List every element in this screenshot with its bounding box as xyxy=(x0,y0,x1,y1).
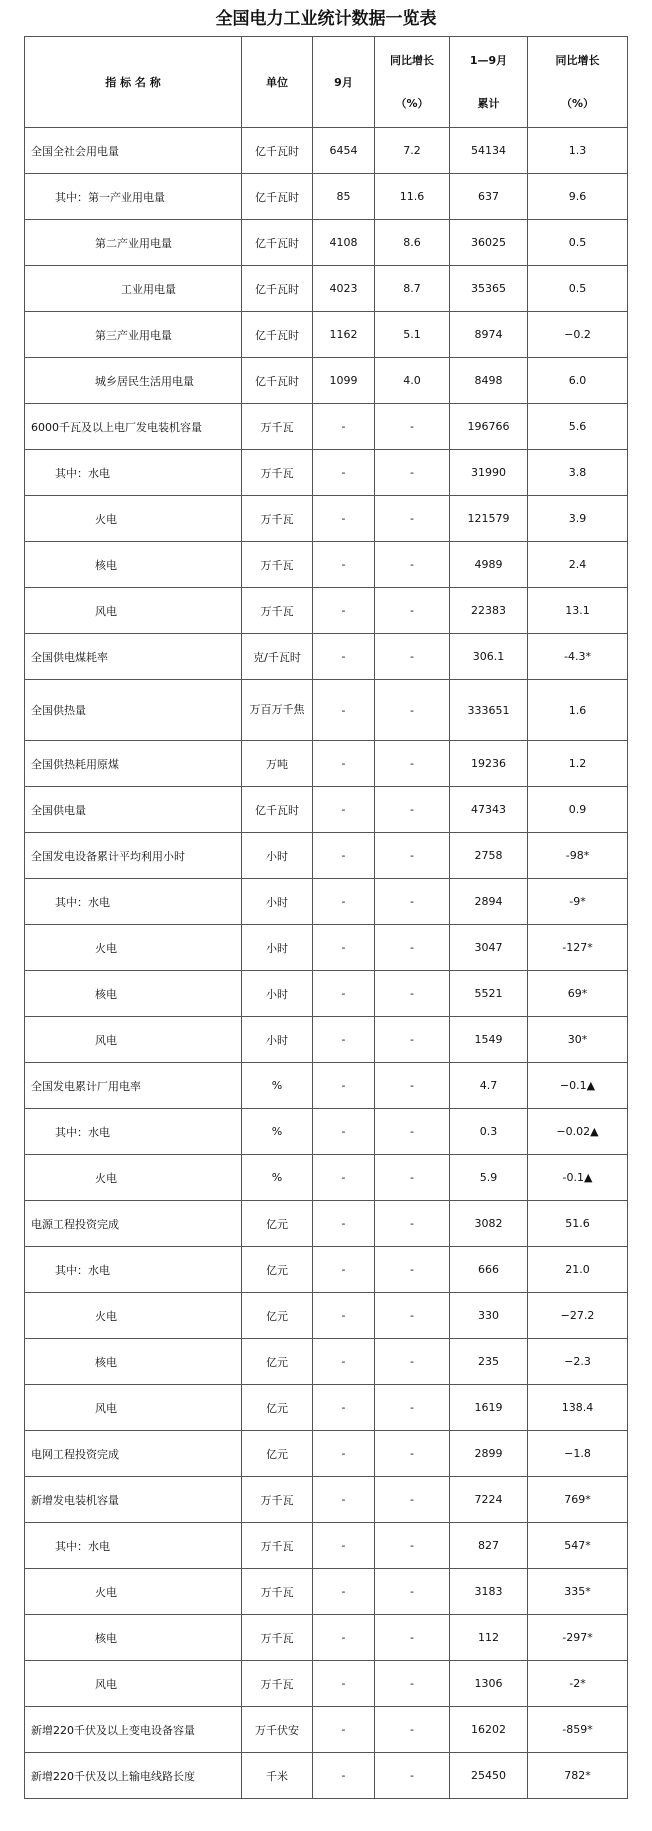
table-row xyxy=(25,1707,628,1753)
cell-month-value: - xyxy=(313,1615,375,1661)
table-row xyxy=(25,588,628,634)
header-unit: 单位 xyxy=(242,37,313,128)
cell-unit: 亿元 xyxy=(242,1431,313,1477)
cell-unit: 亿千瓦时 xyxy=(242,358,313,404)
cell-month-value: - xyxy=(313,879,375,925)
cell-month-value: - xyxy=(313,925,375,971)
cell-cumulative-yoy: -127* xyxy=(528,925,628,971)
table-row xyxy=(25,266,628,312)
cell-month-yoy: - xyxy=(375,1431,450,1477)
cell-month-value: - xyxy=(313,971,375,1017)
cell-indicator-name: 其中：水电 xyxy=(25,1247,242,1293)
cell-month-yoy: - xyxy=(375,787,450,833)
cell-month-yoy: - xyxy=(375,1753,450,1799)
cell-month-value: - xyxy=(313,1477,375,1523)
cell-unit: 小时 xyxy=(242,971,313,1017)
cell-month-yoy: - xyxy=(375,1017,450,1063)
cell-unit: 亿元 xyxy=(242,1385,313,1431)
cell-indicator-name: 火电 xyxy=(25,496,242,542)
cell-indicator-name: 全国发电设备累计平均利用小时 xyxy=(25,833,242,879)
cell-indicator-name: 火电 xyxy=(25,925,242,971)
cell-cumulative-yoy: -2* xyxy=(528,1661,628,1707)
cell-unit: 万千瓦 xyxy=(242,1569,313,1615)
cell-cumulative-value: 3082 xyxy=(450,1201,528,1247)
cell-cumulative-value: 0.3 xyxy=(450,1109,528,1155)
cell-indicator-name: 风电 xyxy=(25,588,242,634)
cell-indicator-name: 核电 xyxy=(25,1615,242,1661)
cell-unit: 万千瓦 xyxy=(242,450,313,496)
cell-cumulative-yoy: -9* xyxy=(528,879,628,925)
cell-indicator-name: 全国发电累计厂用电率 xyxy=(25,1063,242,1109)
cell-unit: 万千瓦 xyxy=(242,1477,313,1523)
table-header-row xyxy=(25,37,628,128)
cell-cumulative-value: 8974 xyxy=(450,312,528,358)
header-yoy-cumulative-line2: （%） xyxy=(560,97,595,110)
cell-cumulative-yoy: 5.6 xyxy=(528,404,628,450)
cell-month-yoy: - xyxy=(375,1477,450,1523)
cell-month-value: 85 xyxy=(313,174,375,220)
cell-cumulative-yoy: 2.4 xyxy=(528,542,628,588)
cell-month-value: - xyxy=(313,1431,375,1477)
cell-month-yoy: - xyxy=(375,971,450,1017)
cell-month-yoy: 5.1 xyxy=(375,312,450,358)
cell-unit: 亿千瓦时 xyxy=(242,128,313,174)
cell-indicator-name: 第三产业用电量 xyxy=(25,312,242,358)
table-row xyxy=(25,220,628,266)
cell-cumulative-value: 2758 xyxy=(450,833,528,879)
cell-month-yoy: - xyxy=(375,542,450,588)
cell-month-value: - xyxy=(313,833,375,879)
statistics-table xyxy=(24,36,628,1799)
cell-cumulative-value: 112 xyxy=(450,1615,528,1661)
cell-unit: 小时 xyxy=(242,925,313,971)
cell-indicator-name: 第二产业用电量 xyxy=(25,220,242,266)
cell-indicator-name: 火电 xyxy=(25,1569,242,1615)
cell-month-value: - xyxy=(313,1155,375,1201)
cell-cumulative-value: 333651 xyxy=(450,680,528,741)
cell-cumulative-value: 3047 xyxy=(450,925,528,971)
cell-cumulative-yoy: −2.3 xyxy=(528,1339,628,1385)
table-row xyxy=(25,1247,628,1293)
cell-month-value: 4023 xyxy=(313,266,375,312)
cell-month-yoy: - xyxy=(375,1109,450,1155)
cell-cumulative-yoy: −1.8 xyxy=(528,1431,628,1477)
cell-month-value: - xyxy=(313,1201,375,1247)
cell-indicator-name: 风电 xyxy=(25,1661,242,1707)
cell-unit: 万吨 xyxy=(242,741,313,787)
cell-unit: % xyxy=(242,1109,313,1155)
cell-unit: 亿元 xyxy=(242,1339,313,1385)
cell-cumulative-yoy: 9.6 xyxy=(528,174,628,220)
cell-unit: 万千瓦 xyxy=(242,1661,313,1707)
cell-month-value: - xyxy=(313,588,375,634)
cell-month-yoy: - xyxy=(375,680,450,741)
cell-month-value: 1099 xyxy=(313,358,375,404)
cell-month-yoy: - xyxy=(375,1385,450,1431)
cell-cumulative-value: 827 xyxy=(450,1523,528,1569)
cell-month-value: - xyxy=(313,634,375,680)
cell-cumulative-yoy: 138.4 xyxy=(528,1385,628,1431)
cell-indicator-name: 其中：第一产业用电量 xyxy=(25,174,242,220)
table-row xyxy=(25,1661,628,1707)
table-row xyxy=(25,1615,628,1661)
cell-indicator-name: 核电 xyxy=(25,1339,242,1385)
cell-cumulative-value: 637 xyxy=(450,174,528,220)
table-row xyxy=(25,358,628,404)
cell-indicator-name: 全国全社会用电量 xyxy=(25,128,242,174)
cell-month-yoy: - xyxy=(375,741,450,787)
cell-month-yoy: - xyxy=(375,588,450,634)
cell-unit: 小时 xyxy=(242,879,313,925)
table-row xyxy=(25,1431,628,1477)
table-row xyxy=(25,1155,628,1201)
table-row xyxy=(25,496,628,542)
cell-cumulative-value: 1549 xyxy=(450,1017,528,1063)
cell-cumulative-yoy: −0.2 xyxy=(528,312,628,358)
cell-indicator-name: 新增220千伏及以上变电设备容量 xyxy=(25,1707,242,1753)
cell-unit: 亿千瓦时 xyxy=(242,266,313,312)
table-row xyxy=(25,680,628,741)
header-month: 9月 xyxy=(313,37,375,128)
cell-indicator-name: 电源工程投资完成 xyxy=(25,1201,242,1247)
cell-cumulative-value: 3183 xyxy=(450,1569,528,1615)
cell-indicator-name: 全国供热耗用原煤 xyxy=(25,741,242,787)
header-yoy-cumulative-line1: 同比增长 xyxy=(555,54,600,67)
table-row xyxy=(25,450,628,496)
cell-unit: 小时 xyxy=(242,833,313,879)
cell-indicator-name: 其中：水电 xyxy=(25,879,242,925)
cell-cumulative-value: 666 xyxy=(450,1247,528,1293)
table-row xyxy=(25,1109,628,1155)
header-cumulative-line2: 累计 xyxy=(477,97,500,110)
cell-unit: 万千瓦 xyxy=(242,1615,313,1661)
cell-indicator-name: 新增220千伏及以上输电线路长度 xyxy=(25,1753,242,1799)
cell-cumulative-value: 5.9 xyxy=(450,1155,528,1201)
cell-indicator-name: 火电 xyxy=(25,1155,242,1201)
cell-month-yoy: 11.6 xyxy=(375,174,450,220)
cell-month-value: - xyxy=(313,450,375,496)
cell-month-yoy: - xyxy=(375,1661,450,1707)
cell-cumulative-value: 47343 xyxy=(450,787,528,833)
cell-cumulative-yoy: 13.1 xyxy=(528,588,628,634)
cell-month-yoy: - xyxy=(375,1201,450,1247)
cell-indicator-name: 火电 xyxy=(25,1293,242,1339)
cell-cumulative-value: 8498 xyxy=(450,358,528,404)
cell-unit: 克/千瓦时 xyxy=(242,634,313,680)
cell-month-value: 1162 xyxy=(313,312,375,358)
cell-cumulative-value: 35365 xyxy=(450,266,528,312)
cell-unit: 万千瓦 xyxy=(242,404,313,450)
cell-month-value: - xyxy=(313,1293,375,1339)
cell-month-yoy: - xyxy=(375,1707,450,1753)
table-row xyxy=(25,128,628,174)
table-row xyxy=(25,1569,628,1615)
cell-cumulative-yoy: 335* xyxy=(528,1569,628,1615)
cell-cumulative-yoy: 21.0 xyxy=(528,1247,628,1293)
cell-indicator-name: 其中：水电 xyxy=(25,1109,242,1155)
cell-month-value: - xyxy=(313,1247,375,1293)
cell-unit: 万千瓦 xyxy=(242,496,313,542)
cell-month-yoy: - xyxy=(375,1293,450,1339)
table-row xyxy=(25,1477,628,1523)
cell-month-value: - xyxy=(313,1385,375,1431)
cell-month-yoy: - xyxy=(375,879,450,925)
header-cumulative-line1: 1—9月 xyxy=(469,54,508,67)
cell-unit: 万千瓦 xyxy=(242,588,313,634)
cell-cumulative-yoy: 1.3 xyxy=(528,128,628,174)
cell-month-value: - xyxy=(313,1017,375,1063)
cell-month-yoy: 4.0 xyxy=(375,358,450,404)
cell-cumulative-value: 4989 xyxy=(450,542,528,588)
cell-cumulative-yoy: −27.2 xyxy=(528,1293,628,1339)
cell-cumulative-yoy: 69* xyxy=(528,971,628,1017)
cell-cumulative-value: 121579 xyxy=(450,496,528,542)
cell-month-value: - xyxy=(313,1523,375,1569)
cell-indicator-name: 全国供电煤耗率 xyxy=(25,634,242,680)
cell-indicator-name: 全国供热量 xyxy=(25,680,242,741)
cell-unit: 万百万千焦 xyxy=(242,680,313,741)
cell-cumulative-yoy: 30* xyxy=(528,1017,628,1063)
cell-month-yoy: - xyxy=(375,634,450,680)
cell-unit: % xyxy=(242,1063,313,1109)
table-row xyxy=(25,1339,628,1385)
cell-cumulative-yoy: -859* xyxy=(528,1707,628,1753)
cell-cumulative-value: 1619 xyxy=(450,1385,528,1431)
cell-month-value: - xyxy=(313,787,375,833)
cell-cumulative-value: 2894 xyxy=(450,879,528,925)
table-row xyxy=(25,312,628,358)
header-yoy-cumulative xyxy=(528,37,628,128)
cell-month-value: - xyxy=(313,1063,375,1109)
cell-month-yoy: - xyxy=(375,1339,450,1385)
header-name: 指 标 名 称 xyxy=(25,37,242,128)
table-row xyxy=(25,1385,628,1431)
cell-cumulative-value: 196766 xyxy=(450,404,528,450)
table-row xyxy=(25,542,628,588)
cell-unit: 亿千瓦时 xyxy=(242,174,313,220)
cell-unit: 亿元 xyxy=(242,1247,313,1293)
cell-unit: 亿元 xyxy=(242,1293,313,1339)
cell-indicator-name: 核电 xyxy=(25,542,242,588)
table-row xyxy=(25,741,628,787)
cell-indicator-name: 核电 xyxy=(25,971,242,1017)
cell-indicator-name: 全国供电量 xyxy=(25,787,242,833)
cell-cumulative-value: 5521 xyxy=(450,971,528,1017)
cell-cumulative-yoy: -0.1▲ xyxy=(528,1155,628,1201)
cell-month-value: - xyxy=(313,680,375,741)
table-row xyxy=(25,1523,628,1569)
table-row xyxy=(25,879,628,925)
table-row xyxy=(25,1017,628,1063)
cell-month-yoy: 8.6 xyxy=(375,220,450,266)
table-row xyxy=(25,404,628,450)
cell-cumulative-yoy: −0.1▲ xyxy=(528,1063,628,1109)
cell-cumulative-yoy: -297* xyxy=(528,1615,628,1661)
cell-cumulative-yoy: 0.5 xyxy=(528,266,628,312)
cell-cumulative-value: 330 xyxy=(450,1293,528,1339)
cell-cumulative-yoy: -98* xyxy=(528,833,628,879)
cell-cumulative-yoy: 0.9 xyxy=(528,787,628,833)
cell-cumulative-value: 2899 xyxy=(450,1431,528,1477)
page-title: 全国电力工业统计数据一览表 xyxy=(215,9,437,29)
cell-unit: 亿元 xyxy=(242,1201,313,1247)
table-row xyxy=(25,1753,628,1799)
cell-cumulative-value: 25450 xyxy=(450,1753,528,1799)
cell-cumulative-yoy: 547* xyxy=(528,1523,628,1569)
cell-cumulative-value: 4.7 xyxy=(450,1063,528,1109)
cell-month-value: - xyxy=(313,542,375,588)
cell-unit: 亿千瓦时 xyxy=(242,220,313,266)
cell-unit: 万千瓦 xyxy=(242,1523,313,1569)
cell-cumulative-yoy: 769* xyxy=(528,1477,628,1523)
cell-month-value: 4108 xyxy=(313,220,375,266)
table-row xyxy=(25,634,628,680)
cell-cumulative-value: 19236 xyxy=(450,741,528,787)
cell-month-yoy: - xyxy=(375,925,450,971)
cell-cumulative-yoy: 782* xyxy=(528,1753,628,1799)
cell-month-yoy: - xyxy=(375,1615,450,1661)
table-row xyxy=(25,1201,628,1247)
table-row xyxy=(25,925,628,971)
cell-month-yoy: - xyxy=(375,1155,450,1201)
cell-month-value: - xyxy=(313,1339,375,1385)
header-yoy-month-line2: （%） xyxy=(395,97,429,110)
cell-month-yoy: - xyxy=(375,404,450,450)
cell-month-yoy: - xyxy=(375,1247,450,1293)
cell-month-yoy: - xyxy=(375,1569,450,1615)
cell-cumulative-yoy: 0.5 xyxy=(528,220,628,266)
cell-cumulative-yoy: 6.0 xyxy=(528,358,628,404)
cell-cumulative-value: 235 xyxy=(450,1339,528,1385)
header-cumulative xyxy=(450,37,528,128)
cell-cumulative-value: 31990 xyxy=(450,450,528,496)
header-yoy-month-line1: 同比增长 xyxy=(390,54,434,67)
cell-month-yoy: - xyxy=(375,833,450,879)
table-row xyxy=(25,787,628,833)
table-row xyxy=(25,1293,628,1339)
cell-cumulative-yoy: -4.3* xyxy=(528,634,628,680)
cell-cumulative-yoy: 51.6 xyxy=(528,1201,628,1247)
cell-month-value: - xyxy=(313,404,375,450)
cell-cumulative-value: 7224 xyxy=(450,1477,528,1523)
cell-month-yoy: - xyxy=(375,1063,450,1109)
cell-month-value: - xyxy=(313,1707,375,1753)
cell-month-value: - xyxy=(313,1753,375,1799)
cell-indicator-name: 工业用电量 xyxy=(25,266,242,312)
cell-cumulative-value: 16202 xyxy=(450,1707,528,1753)
table-row xyxy=(25,833,628,879)
cell-unit: 千米 xyxy=(242,1753,313,1799)
cell-month-value: 6454 xyxy=(313,128,375,174)
cell-cumulative-yoy: −0.02▲ xyxy=(528,1109,628,1155)
cell-cumulative-yoy: 3.9 xyxy=(528,496,628,542)
header-yoy-month xyxy=(375,37,450,128)
cell-cumulative-yoy: 3.8 xyxy=(528,450,628,496)
cell-indicator-name: 其中：水电 xyxy=(25,450,242,496)
table-row xyxy=(25,971,628,1017)
cell-indicator-name: 电网工程投资完成 xyxy=(25,1431,242,1477)
cell-cumulative-yoy: 1.2 xyxy=(528,741,628,787)
cell-unit: 亿千瓦时 xyxy=(242,787,313,833)
cell-month-value: - xyxy=(313,741,375,787)
cell-cumulative-value: 306.1 xyxy=(450,634,528,680)
cell-indicator-name: 新增发电装机容量 xyxy=(25,1477,242,1523)
cell-indicator-name: 其中：水电 xyxy=(25,1523,242,1569)
cell-unit: 万千伏安 xyxy=(242,1707,313,1753)
cell-indicator-name: 城乡居民生活用电量 xyxy=(25,358,242,404)
cell-month-yoy: 7.2 xyxy=(375,128,450,174)
cell-month-value: - xyxy=(313,1569,375,1615)
cell-month-value: - xyxy=(313,1109,375,1155)
cell-month-yoy: - xyxy=(375,1523,450,1569)
cell-indicator-name: 风电 xyxy=(25,1385,242,1431)
cell-cumulative-yoy: 1.6 xyxy=(528,680,628,741)
cell-unit: 万千瓦 xyxy=(242,542,313,588)
cell-month-value: - xyxy=(313,496,375,542)
table-row xyxy=(25,1063,628,1109)
cell-indicator-name: 6000千瓦及以上电厂发电装机容量 xyxy=(25,404,242,450)
cell-indicator-name: 风电 xyxy=(25,1017,242,1063)
cell-cumulative-value: 54134 xyxy=(450,128,528,174)
table-row xyxy=(25,174,628,220)
cell-cumulative-value: 36025 xyxy=(450,220,528,266)
cell-cumulative-value: 22383 xyxy=(450,588,528,634)
cell-unit: 小时 xyxy=(242,1017,313,1063)
cell-unit: 亿千瓦时 xyxy=(242,312,313,358)
cell-unit: % xyxy=(242,1155,313,1201)
cell-month-value: - xyxy=(313,1661,375,1707)
cell-cumulative-value: 1306 xyxy=(450,1661,528,1707)
cell-month-yoy: - xyxy=(375,496,450,542)
cell-month-yoy: - xyxy=(375,450,450,496)
cell-month-yoy: 8.7 xyxy=(375,266,450,312)
